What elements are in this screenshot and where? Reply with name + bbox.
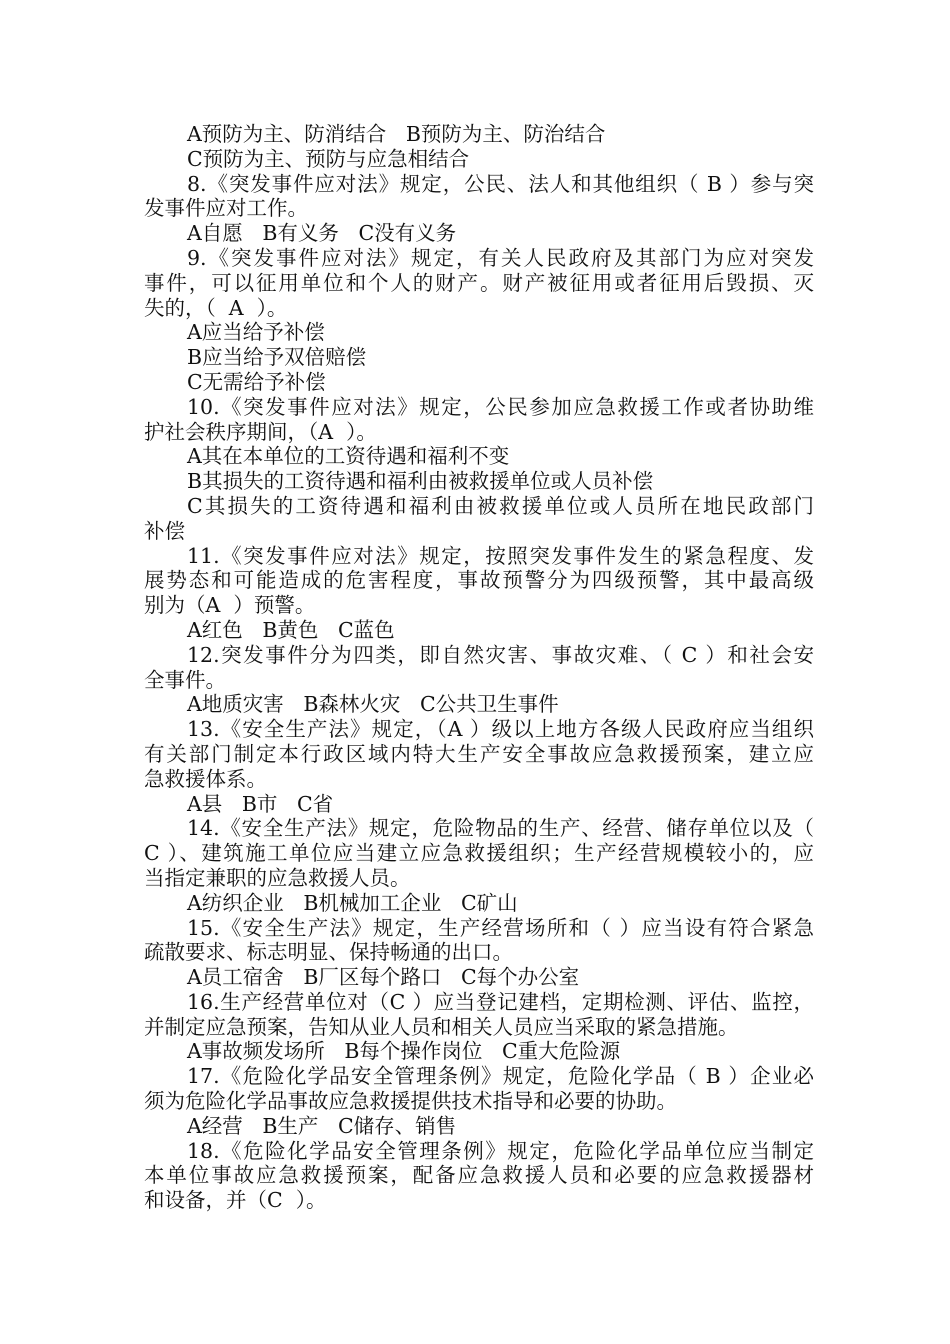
option-line: A事故频发场所 B每个操作岗位 C重大危险源	[187, 1039, 621, 1064]
question-9-cont: 失的，（ A ）。	[144, 295, 288, 320]
question-12: 12.突发事件分为四类，即自然灾害、事故灾难、（ C ）和社会安	[187, 642, 814, 667]
question-14-cont: 当指定兼职的应急救援人员。	[144, 865, 411, 890]
question-13-cont: 急救援体系。	[144, 766, 267, 791]
question-9: 9.《突发事件应对法》规定，有关人民政府及其部门为应对突发	[187, 245, 814, 270]
option-line: A经营 B生产 C储存、销售	[187, 1113, 457, 1138]
question-14: 14.《安全生产法》规定，危险物品的生产、经营、储存单位以及（	[187, 816, 814, 841]
option-line: A自愿 B有义务 C没有义务	[187, 221, 457, 246]
option-line: C无需给予补偿	[187, 369, 326, 394]
question-11-cont: 别为（A ）预警。	[144, 593, 316, 618]
question-10: 10.《突发事件应对法》规定，公民参加应急救援工作或者协助维	[187, 394, 814, 419]
option-line: A县 B市 C省	[187, 791, 334, 816]
question-17: 17.《危险化学品安全管理条例》规定，危险化学品（ B ）企业必	[187, 1064, 814, 1089]
question-18-cont: 本单位事故应急救援预案，配备应急救援人员和必要的应急救援器材	[144, 1163, 814, 1188]
question-8: 8.《突发事件应对法》规定，公民、法人和其他组织（ B ）参与突	[187, 171, 814, 196]
question-16: 16.生产经营单位对（C ）应当登记建档，定期检测、评估、监控，	[187, 989, 814, 1014]
question-18-cont: 和设备，并（C ）。	[144, 1188, 327, 1213]
question-15-cont: 疏散要求、标志明显、保持畅通的出口。	[144, 940, 513, 965]
option-line: B其损失的工资待遇和福利由被救援单位或人员补偿	[187, 469, 654, 494]
question-16-cont: 并制定应急预案，告知从业人员和相关人员应当采取的紧急措施。	[144, 1014, 739, 1039]
question-text-block	[144, 122, 814, 1213]
question-12-cont: 全事件。	[144, 667, 226, 692]
option-line-cont: 补偿	[144, 518, 185, 543]
option-line: A纺织企业 B机械加工企业 C矿山	[187, 890, 518, 915]
option-line: A应当给予补偿	[187, 320, 325, 345]
question-15: 15.《安全生产法》规定，生产经营场所和（ ）应当设有符合紧急	[187, 915, 814, 940]
option-line: A员工宿舍 B厂区每个路口 C每个办公室	[187, 965, 580, 990]
option-line: A其在本单位的工资待遇和福利不变	[187, 444, 510, 469]
option-line: A地质灾害 B森林火灾 C公共卫生事件	[187, 692, 559, 717]
option-line: A红色 B黄色 C蓝色	[187, 617, 395, 642]
question-18: 18.《危险化学品安全管理条例》规定，危险化学品单位应当制定	[187, 1138, 814, 1163]
question-11-cont: 展势态和可能造成的危害程度，事故预警分为四级预警，其中最高级	[144, 568, 814, 593]
question-13: 13.《安全生产法》规定，（A ）级以上地方各级人民政府应当组织	[187, 717, 814, 742]
question-8-cont: 发事件应对工作。	[144, 196, 308, 221]
option-line: A预防为主、防消结合 B预防为主、防治结合	[187, 122, 606, 146]
question-9-cont: 事件，可以征用单位和个人的财产。财产被征用或者征用后毁损、灭	[144, 270, 814, 295]
question-10-cont: 护社会秩序期间，（A ）。	[144, 419, 377, 444]
question-17-cont: 须为危险化学品事故应急救援提供技术指导和必要的协助。	[144, 1089, 677, 1114]
question-11: 11.《突发事件应对法》规定，按照突发事件发生的紧急程度、发	[187, 543, 814, 568]
option-line: C其损失的工资待遇和福利由被救援单位或人员所在地民政部门	[187, 493, 814, 518]
option-line: B应当给予双倍赔偿	[187, 345, 367, 370]
question-14-cont: C ）、建筑施工单位应当建立应急救援组织；生产经营规模较小的，应	[144, 841, 814, 866]
option-line: C预防为主、预防与应急相结合	[187, 146, 470, 171]
question-13-cont: 有关部门制定本行政区域内特大生产安全事故应急救援预案，建立应	[144, 741, 814, 766]
